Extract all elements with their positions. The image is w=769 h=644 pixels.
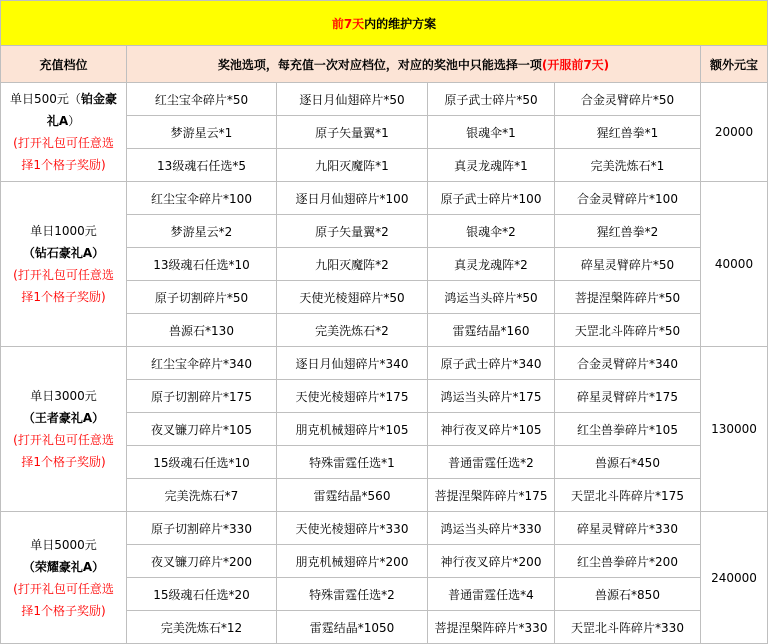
reward-option: 15级魂石任选*10 <box>127 446 277 479</box>
reward-option: 兽源石*450 <box>555 446 701 479</box>
tier-amount: 单日5000元 <box>30 537 97 552</box>
reward-option: 碎星灵臂碎片*175 <box>555 380 701 413</box>
reward-option: 九阳灭魔阵*2 <box>277 248 428 281</box>
bonus-yuanbao: 20000 <box>701 83 768 182</box>
reward-option: 神行夜叉碎片*200 <box>428 545 555 578</box>
tiers-body <box>1 83 768 644</box>
tier-note: (打开礼包可任意选 <box>13 581 114 596</box>
reward-option: 红尘宝伞碎片*340 <box>127 347 277 380</box>
header-bonus: 额外元宝 <box>701 46 768 83</box>
reward-option: 菩提涅槃阵碎片*175 <box>428 479 555 512</box>
tier-package <box>1 242 126 264</box>
tier-label <box>1 182 127 347</box>
tier-2-row <box>1 347 768 380</box>
tier-0-row <box>1 83 768 116</box>
tier-note: (打开礼包可任意选 <box>13 268 114 282</box>
bonus-yuanbao: 240000 <box>701 512 768 644</box>
reward-option: 银魂伞*1 <box>428 116 555 149</box>
reward-option: 雷霆结晶*160 <box>428 314 555 347</box>
reward-option: 13级魂石任选*10 <box>127 248 277 281</box>
reward-option: 逐日月仙翅碎片*50 <box>277 83 428 116</box>
tier-package <box>1 110 126 132</box>
tier-note: (打开礼包可任意选 <box>13 433 114 447</box>
reward-option: 红尘宝伞碎片*100 <box>127 182 277 215</box>
banner-suffix: 内的维护方案 <box>364 16 437 31</box>
reward-option: 原子武士碎片*100 <box>428 182 555 215</box>
reward-option: 天罡北斗阵碎片*330 <box>555 611 701 644</box>
reward-option: 红尘兽拳碎片*105 <box>555 413 701 446</box>
reward-option: 原子切割碎片*330 <box>127 512 277 545</box>
reward-option: 雷霆结晶*560 <box>277 479 428 512</box>
tier-note: (打开礼包可任意选 <box>13 136 114 150</box>
tier-label <box>1 347 127 512</box>
tier-package-name: 礼A <box>46 114 69 128</box>
reward-option: 逐日月仙翅碎片*340 <box>277 347 428 380</box>
header-pool <box>127 46 701 83</box>
reward-option: 逐日月仙翅碎片*100 <box>277 182 428 215</box>
reward-option: 原子武士碎片*50 <box>428 83 555 116</box>
reward-option: 菩提涅槃阵碎片*50 <box>555 281 701 314</box>
reward-option: 鸿运当头碎片*50 <box>428 281 555 314</box>
tier-label <box>1 83 127 182</box>
tier-package <box>1 407 126 429</box>
tier-name <box>1 88 126 110</box>
bonus-yuanbao: 130000 <box>701 347 768 512</box>
reward-option: 鸿运当头碎片*175 <box>428 380 555 413</box>
tier-amount: 单日1000元 <box>30 224 97 238</box>
reward-option: 合金灵臂碎片*340 <box>555 347 701 380</box>
banner-row <box>1 1 768 46</box>
reward-option: 完美洗炼石*12 <box>127 611 277 644</box>
reward-option: 普通雷霆任选*4 <box>428 578 555 611</box>
tier-name <box>1 385 126 407</box>
reward-option: 真灵龙魂阵*1 <box>428 149 555 182</box>
reward-option: 梦游星云*1 <box>127 116 277 149</box>
tier-note: 择1个格子奖励) <box>21 603 106 618</box>
reward-option: 普通雷霆任选*2 <box>428 446 555 479</box>
tier-name <box>1 534 126 556</box>
reward-option: 菩提涅槃阵碎片*330 <box>428 611 555 644</box>
reward-option: 原子矢量翼*1 <box>277 116 428 149</box>
tier-package-name: （王者豪礼A） <box>22 411 105 425</box>
header-pool-highlight: (开服前7天) <box>541 57 610 72</box>
reward-option: 天使光棱翅碎片*50 <box>277 281 428 314</box>
tier-amount: 单日3000元 <box>30 389 97 403</box>
header-pool-main: 奖池选项，每充值一次对应档位，对应的奖池中只能选择一项 <box>217 57 542 72</box>
reward-option: 完美洗炼石*7 <box>127 479 277 512</box>
reward-option: 猩红兽拳*2 <box>555 215 701 248</box>
reward-option: 天罡北斗阵碎片*50 <box>555 314 701 347</box>
tier-package-suffix: ） <box>68 114 81 128</box>
tier-title-part: 铂金豪 <box>80 92 117 106</box>
reward-option: 真灵龙魂阵*2 <box>428 248 555 281</box>
reward-option: 红尘宝伞碎片*50 <box>127 83 277 116</box>
tier-label <box>1 512 127 644</box>
header-tier: 充值档位 <box>1 46 127 83</box>
reward-option: 特殊雷霆任选*2 <box>277 578 428 611</box>
reward-option: 兽源石*850 <box>555 578 701 611</box>
tier-package <box>1 556 126 578</box>
reward-option: 天使光棱翅碎片*175 <box>277 380 428 413</box>
reward-option: 九阳灭魔阵*1 <box>277 149 428 182</box>
reward-option: 兽源石*130 <box>127 314 277 347</box>
header-row <box>1 46 768 83</box>
tier-note: 择1个格子奖励) <box>21 290 106 304</box>
reward-option: 原子矢量翼*2 <box>277 215 428 248</box>
tier-3-row <box>1 512 768 545</box>
reward-option: 特殊雷霆任选*1 <box>277 446 428 479</box>
tier-note: 择1个格子奖励) <box>21 455 106 469</box>
reward-option: 银魂伞*2 <box>428 215 555 248</box>
tier-1-row <box>1 182 768 215</box>
tier-package-name: （钻石豪礼A） <box>22 246 105 260</box>
reward-option: 原子武士碎片*340 <box>428 347 555 380</box>
bonus-yuanbao: 40000 <box>701 182 768 347</box>
reward-option: 完美洗炼石*2 <box>277 314 428 347</box>
reward-option: 夜叉镰刀碎片*105 <box>127 413 277 446</box>
reward-option: 原子切割碎片*50 <box>127 281 277 314</box>
reward-option: 原子切割碎片*175 <box>127 380 277 413</box>
reward-option: 朋克机械翅碎片*105 <box>277 413 428 446</box>
reward-option: 15级魂石任选*20 <box>127 578 277 611</box>
reward-option: 猩红兽拳*1 <box>555 116 701 149</box>
tier-amount: 单日500元（ <box>10 92 81 106</box>
reward-option: 夜叉镰刀碎片*200 <box>127 545 277 578</box>
reward-option: 合金灵臂碎片*100 <box>555 182 701 215</box>
reward-option: 合金灵臂碎片*50 <box>555 83 701 116</box>
reward-option: 朋克机械翅碎片*200 <box>277 545 428 578</box>
reward-option: 鸿运当头碎片*330 <box>428 512 555 545</box>
reward-option: 天使光棱翅碎片*330 <box>277 512 428 545</box>
reward-option: 梦游星云*2 <box>127 215 277 248</box>
reward-option: 碎星灵臂碎片*330 <box>555 512 701 545</box>
banner-title <box>1 1 768 46</box>
tier-package-name: （荣耀豪礼A） <box>22 559 105 574</box>
reward-option: 神行夜叉碎片*105 <box>428 413 555 446</box>
reward-option: 雷霆结晶*1050 <box>277 611 428 644</box>
reward-option: 红尘兽拳碎片*200 <box>555 545 701 578</box>
tier-name <box>1 220 126 242</box>
banner-prefix: 前7天 <box>331 16 365 31</box>
reward-option: 碎星灵臂碎片*50 <box>555 248 701 281</box>
reward-option: 13级魂石任选*5 <box>127 149 277 182</box>
reward-option: 完美洗炼石*1 <box>555 149 701 182</box>
reward-option: 天罡北斗阵碎片*175 <box>555 479 701 512</box>
tier-note: 择1个格子奖励) <box>21 158 106 172</box>
